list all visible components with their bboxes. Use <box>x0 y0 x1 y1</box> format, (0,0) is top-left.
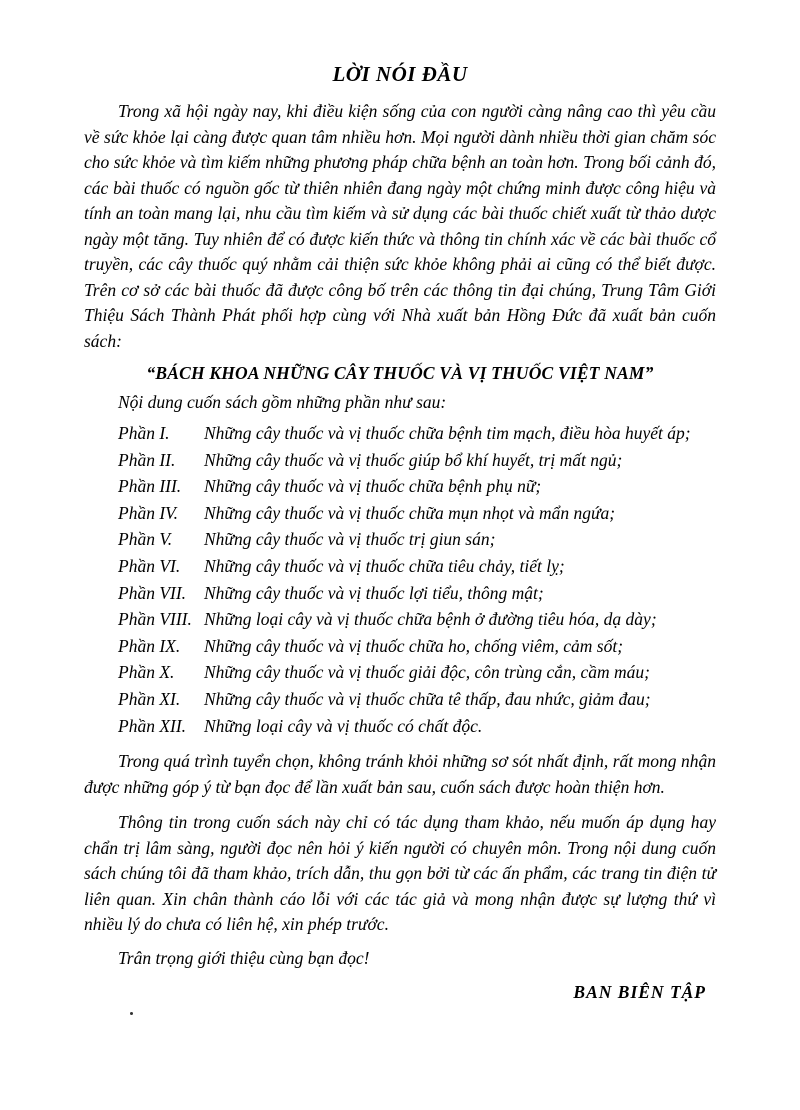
closing-paragraph-3: Trân trọng giới thiệu cùng bạn đọc! <box>118 947 370 968</box>
toc-item <box>118 553 716 580</box>
toc-item-label: Phần IV. <box>118 502 178 523</box>
toc-item-text: Những cây thuốc và vị thuốc chữa tê thấp, đau nhức, giảm đau; <box>204 688 651 709</box>
toc-item-label: Phần VII. <box>118 582 187 603</box>
toc-item <box>118 500 716 527</box>
toc-item-label: Phần IX. <box>118 635 181 656</box>
toc-item <box>118 580 716 607</box>
toc-item-text: Những cây thuốc và vị thuốc lợi tiểu, thông mật; <box>204 582 544 603</box>
toc-item-label: Phần V. <box>118 529 173 550</box>
intro-paragraph: Trong xã hội ngày nay, khi điều kiện sống của con người càng nâng cao thì yêu cầu về sức khỏe lại càng được quan tâm nhiều hơn. Mọi người dành nhiều thời gian chăm sóc cho sức khỏe và tìm kiếm những phương pháp chữa bệnh an toàn hơn. Trong bối cảnh đó, các bài thuốc có nguồn gốc từ thiên nhiên đang ngày một chứng minh được công hiệu và tính an toàn mang lại, nhu cầu tìm kiếm và sử dụng các bài thuốc chiết xuất từ thảo dược ngày một tăng. Tuy nhiên để có được kiến thức và thông tin chính xác về các bài thuốc cổ truyền, các cây thuốc quý nhằm cải thiện sức khỏe không phải ai cũng có thể biết được. Trên cơ sở các bài thuốc đã được công bố trên các thông tin đại chúng, Trung Tâm Giới Thiệu Sách Thành Phát phối hợp cùng với Nhà xuất bản Hồng Đức đã xuất bản cuốn sách: <box>84 101 716 351</box>
toc-item-label: Phần XI. <box>118 688 181 709</box>
toc-item <box>118 659 716 686</box>
toc-item-text: Những cây thuốc và vị thuốc chữa bệnh phụ nữ; <box>204 476 542 497</box>
toc-item <box>118 633 716 660</box>
signature: BAN BIÊN TẬP <box>573 981 706 1002</box>
toc-item-text: Những cây thuốc và vị thuốc chữa ho, chống viêm, cảm sốt; <box>204 635 624 656</box>
toc-item-label: Phần VIII. <box>118 609 192 630</box>
toc-item-text: Những cây thuốc và vị thuốc trị giun sán; <box>204 529 496 550</box>
page-title: LỜI NÓI ĐẦU <box>332 62 468 86</box>
toc-item-label: Phần I. <box>118 423 170 444</box>
toc-item <box>118 420 716 447</box>
closing-paragraph-1: Trong quá trình tuyển chọn, không tránh khỏi những sơ sót nhất định, rất mong nhận được những góp ý từ bạn đọc để lần xuất bản sau, cuốn sách được hoàn thiện hơn. <box>84 751 716 797</box>
toc-item-text: Những cây thuốc và vị thuốc chữa tiêu chảy, tiết lỵ; <box>204 555 565 576</box>
toc-item-text: Những cây thuốc và vị thuốc giúp bổ khí huyết, trị mất ngủ; <box>204 449 623 470</box>
toc-item-text: Những loại cây và vị thuốc chữa bệnh ở đường tiêu hóa, dạ dày; <box>204 609 657 630</box>
table-of-contents <box>84 420 716 739</box>
toc-item <box>118 473 716 500</box>
toc-item <box>118 447 716 474</box>
toc-item-label: Phần X. <box>118 662 175 683</box>
toc-item-text: Những cây thuốc và vị thuốc chữa bệnh tim mạch, điều hòa huyết áp; <box>204 423 691 444</box>
closing-paragraph-2: Thông tin trong cuốn sách này chỉ có tác dụng tham khảo, nếu muốn áp dụng hay chẩn trị lâm sàng, người đọc nên hỏi ý kiến người có chuyên môn. Trong nội dung cuốn sách chúng tôi đã tham khảo, trích dẫn, thu gọn bởi từ các ấn phẩm, các trang tin điện tử liên quan. Xin chân thành cáo lỗi với các tác giả và mong nhận được sự lượng thứ vì nhiều lý do chưa có liên hệ, xin phép trước. <box>84 812 716 935</box>
toc-item <box>118 606 716 633</box>
toc-item-label: Phần III. <box>118 476 182 497</box>
toc-item-label: Phần II. <box>118 449 176 470</box>
toc-item <box>118 686 716 713</box>
toc-item-label: Phần VI. <box>118 555 181 576</box>
toc-item-text: Những cây thuốc và vị thuốc chữa mụn nhọt và mẩn ngứa; <box>204 502 616 523</box>
toc-item-text: Những loại cây và vị thuốc có chất độc. <box>204 715 483 736</box>
toc-intro: Nội dung cuốn sách gồm những phần như sau: <box>118 392 447 413</box>
toc-item-label: Phần XII. <box>118 715 187 736</box>
toc-item <box>118 526 716 553</box>
toc-item-text: Những cây thuốc và vị thuốc giải độc, côn trùng cắn, cầm máu; <box>204 662 650 683</box>
stray-mark <box>130 1012 133 1015</box>
book-title: “BÁCH KHOA NHỮNG CÂY THUỐC VÀ VỊ THUỐC VIỆT NAM” <box>146 363 654 384</box>
toc-item <box>118 713 716 740</box>
